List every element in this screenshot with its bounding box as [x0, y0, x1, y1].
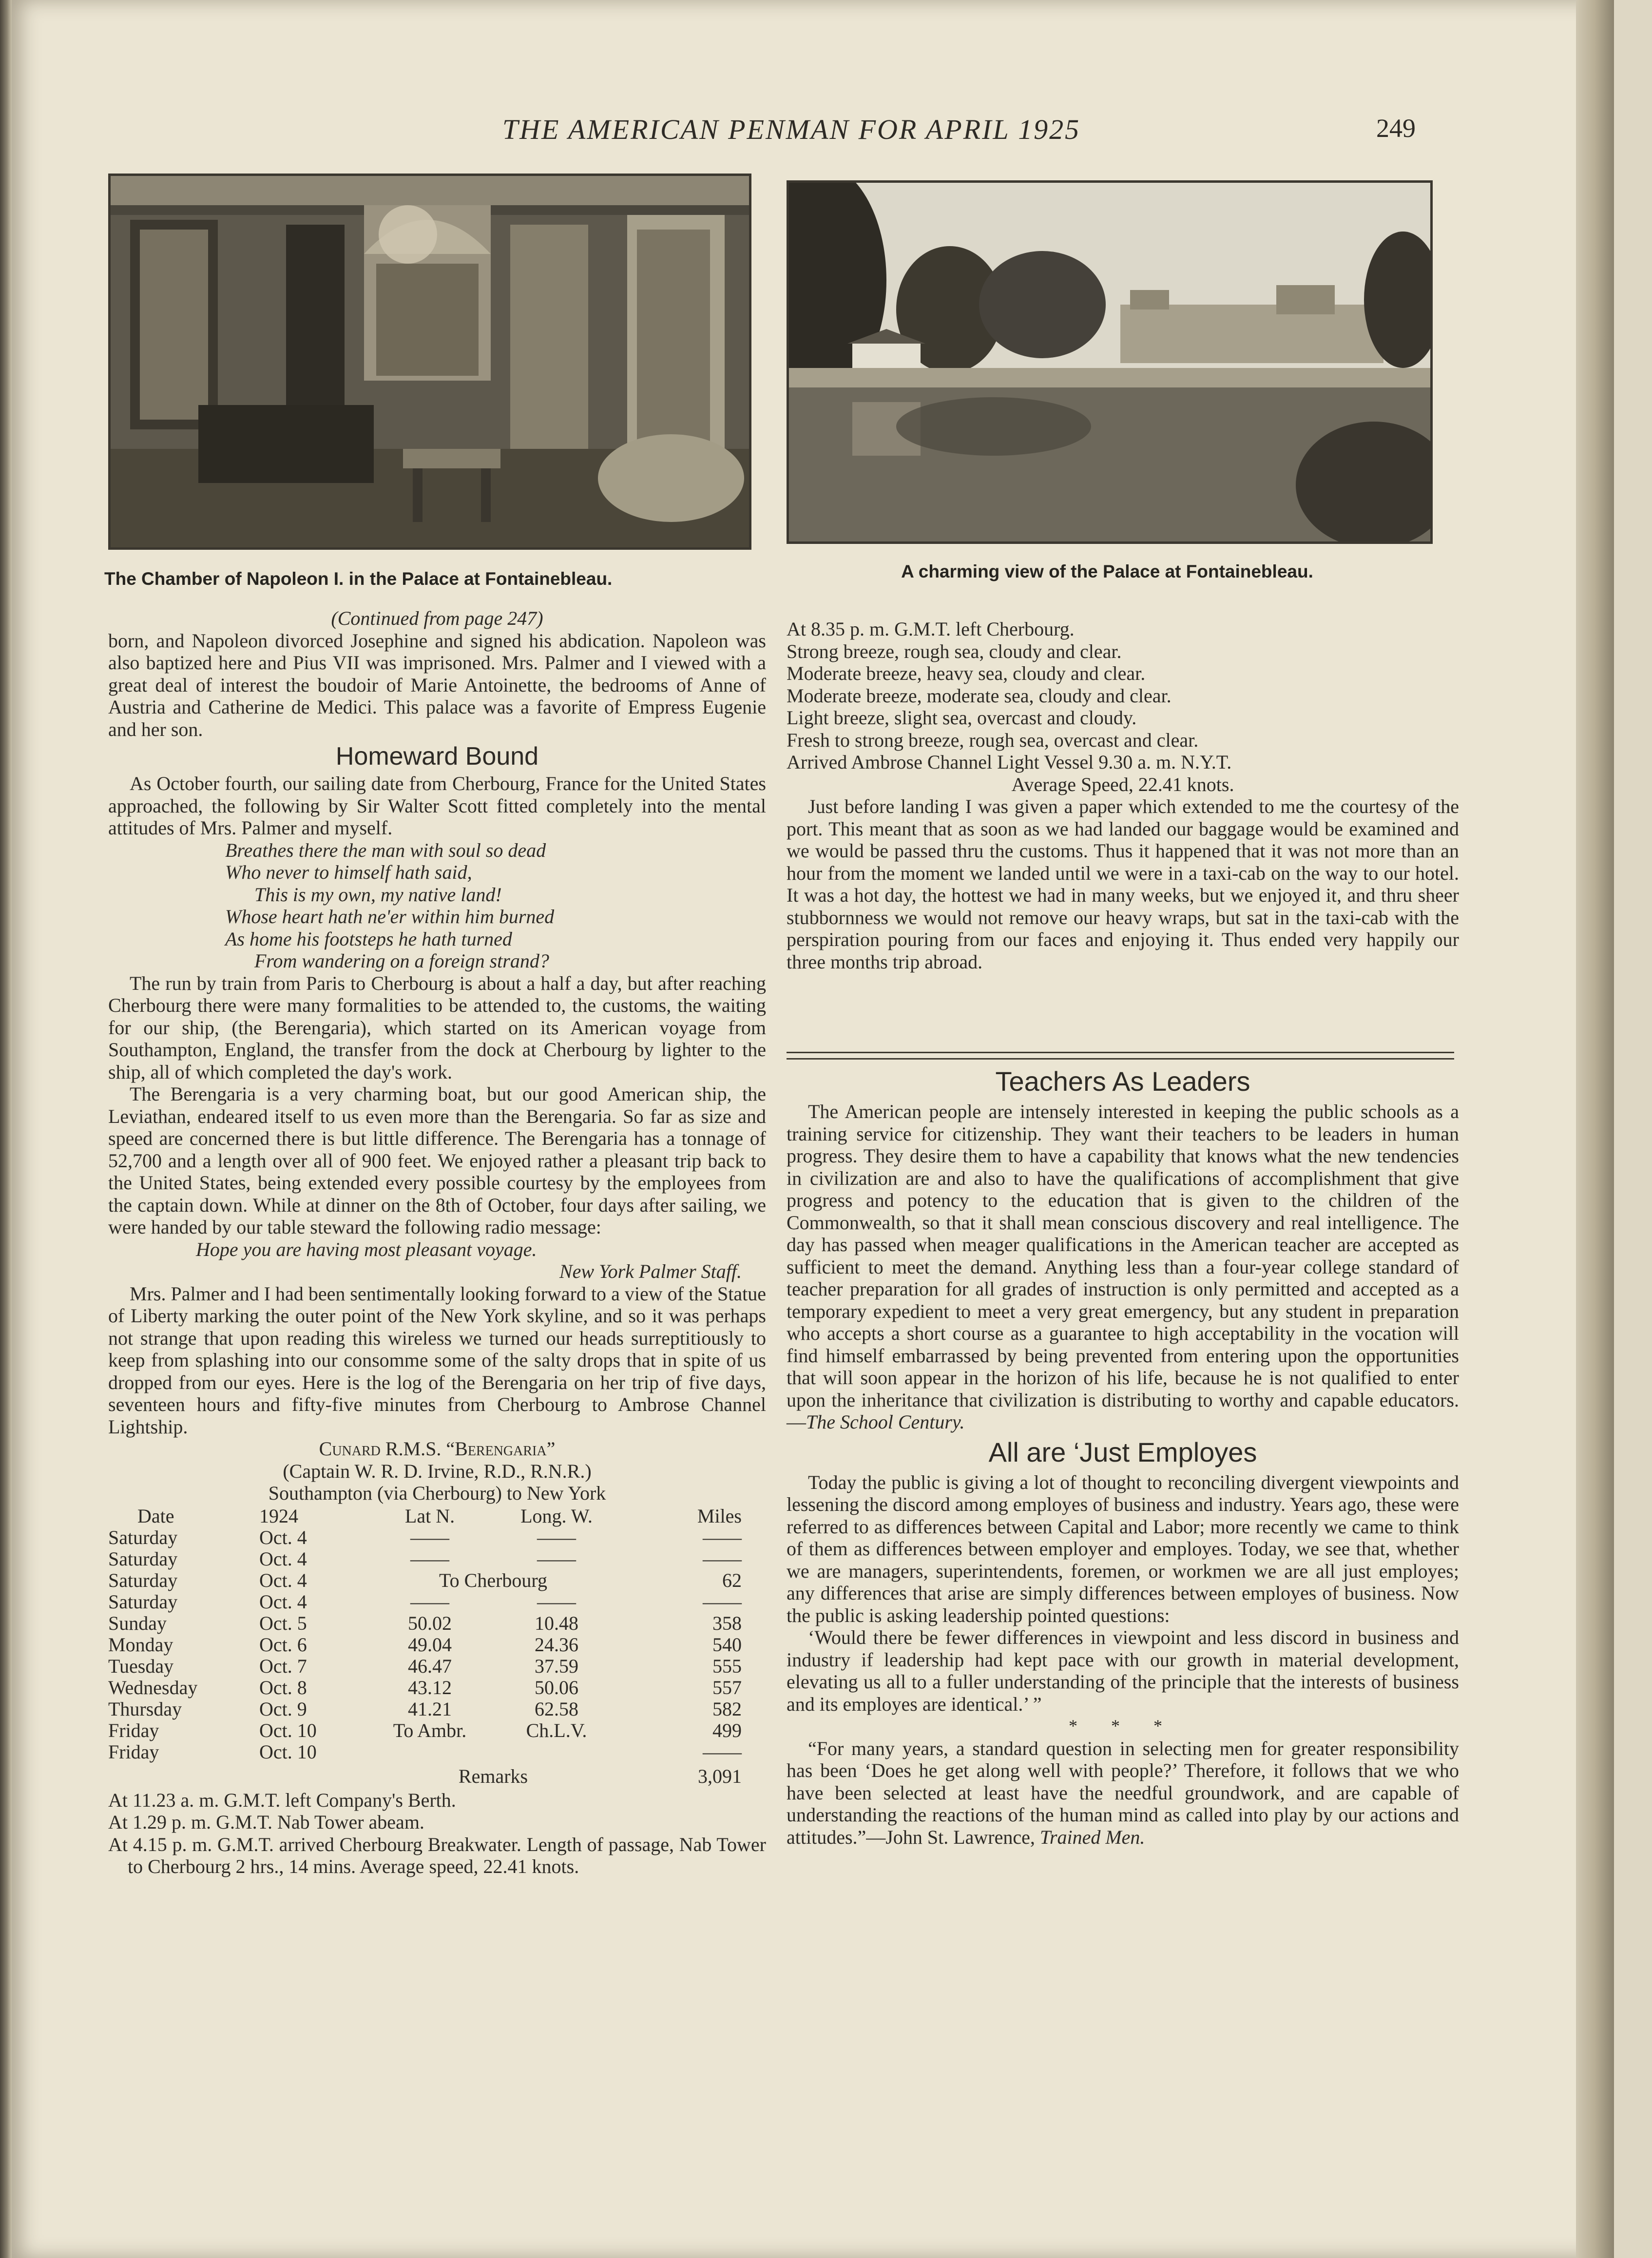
employes-source: Trained Men. — [1039, 1826, 1145, 1848]
section-stars: * * * — [1069, 1716, 1177, 1736]
log-route: Southampton (via Cherbourg) to New York — [268, 1482, 606, 1504]
log-cell: 10.48 — [535, 1612, 578, 1634]
log-row — [108, 1570, 756, 1591]
log-cell: Saturday — [108, 1526, 178, 1548]
poem-line: From wandering on a foreign strand? — [254, 950, 549, 972]
average-speed: Average Speed, 22.41 knots. — [1011, 773, 1234, 795]
log-cell: 499 — [712, 1719, 742, 1741]
log-cell: Oct. 4 — [259, 1526, 307, 1548]
chamber-photo — [108, 174, 751, 550]
log-cell: Saturday — [108, 1547, 178, 1570]
log-cell: Oct. 4 — [259, 1547, 307, 1570]
log-cell: 358 — [712, 1612, 742, 1634]
log-cell: 557 — [712, 1676, 742, 1698]
log-continued-line: Light breeze, slight sea, overcast and cloudy. — [787, 707, 1137, 729]
employes-para-3-text: “For many years, a standard question in selecting men for greater responsibility has been ‘Does he get along well with people?’ Therefore, it follows that we who have been selected at least have the needful groundwork, and are capable of understanding the reactions of the human mind as called into play by our actions and attitudes.”—John St. Lawrence, — [787, 1737, 1459, 1848]
log-body — [108, 1527, 756, 1763]
log-continued-line: Moderate breeze, moderate sea, cloudy and clear. — [787, 684, 1172, 707]
log-row — [108, 1527, 756, 1548]
log-cell: Oct. 10 — [259, 1740, 317, 1763]
teachers-heading: Teachers As Leaders — [995, 1066, 1250, 1097]
teachers-source: The School Century. — [806, 1411, 965, 1433]
log-header-row — [108, 1505, 756, 1527]
log-cell: Friday — [108, 1740, 159, 1763]
page-header — [12, 113, 1614, 152]
employes-para-1: Today the public is giving a lot of thought to reconciling divergent viewpoints and lessening the discord among employes of business and industry. Years ago, these were referred to as differences between Capital and Labor; more recently we came to think of them as differences between employer and employes. Today, we see that, whether we are managers, superintendents, foremen, or workmen we are all just employes; any differences that arise are simply differences between employes of business. Now the public is asking leadership pointed questions: — [787, 1471, 1459, 1626]
homeward-bound-heading: Homeward Bound — [335, 742, 539, 771]
log-row — [108, 1548, 756, 1570]
poem-line: Breathes there the man with soul so dead — [225, 839, 546, 861]
log-header-cell: Lat N. — [404, 1505, 455, 1527]
log-cell: —— — [410, 1590, 449, 1613]
log-header-cell: 1924 — [259, 1505, 298, 1527]
log-cell: —— — [703, 1590, 742, 1613]
remark-line: At 1.29 p. m. G.M.T. Nab Tower abeam. — [108, 1811, 424, 1833]
log-cell: Friday — [108, 1719, 159, 1741]
log-row — [108, 1656, 756, 1677]
log-cell: Oct. 7 — [259, 1655, 307, 1677]
log-cell: 50.02 — [408, 1612, 452, 1634]
remark-line: At 11.23 a. m. G.M.T. left Company's Berth. — [108, 1789, 456, 1811]
log-continued-line: Fresh to strong breeze, rough sea, overcast and clear. — [787, 729, 1199, 751]
log-cell: Saturday — [108, 1569, 178, 1591]
log-captain: (Captain W. R. D. Irvine, R.D., R.N.R.) — [283, 1460, 592, 1482]
chamber-caption: The Chamber of Napoleon I. in the Palace at Fontainebleau. — [104, 569, 613, 589]
log-cell: Tuesday — [108, 1655, 174, 1677]
log-row — [108, 1591, 756, 1613]
log-cell: To Ambr. — [393, 1719, 467, 1741]
poem-line: This is my own, my native land! — [254, 883, 502, 906]
log-cell: 62.58 — [535, 1698, 578, 1720]
continued-note: (Continued from page 247) — [331, 607, 543, 629]
log-cell: Oct. 9 — [259, 1698, 307, 1720]
log-remarks-row — [108, 1763, 756, 1787]
log-cell: 540 — [712, 1633, 742, 1656]
log-continued-line: At 8.35 p. m. G.M.T. left Cherbourg. — [787, 618, 1075, 640]
log-cell: 50.06 — [535, 1676, 578, 1698]
teachers-text: The American people are intensely interested in keeping the public schools as a training service for citizenship. They want their teachers to be leaders in human progress. They desire them to have a capability that knows what the new tendencies in civilization are and also to have the qualifications of accomplishment that give progress and potency to the education that is given to the children of the Commonwealth, so that it shall mean conscious discovery and real intelligence. The day has passed when meager qualifications in the American teacher are accepted as sufficient to meet the demand. Anything less than a four-year college standard of teacher preparation for all grades of instruction is only permitted and accepted as a temporary expedient to meet a very great emergency, but any student in preparation who accepts a short course as a guarantee to high acceptability in the vocation will find himself embarrassed by being prevented from entering upon the opportunities that will soon appear in the horizon of his life, because he is not qualified to enter upon the inheritance that civilization is distributing to worthy and capable educators.— — [787, 1100, 1459, 1433]
log-cell: —— — [537, 1590, 576, 1613]
log-cell: Oct. 4 — [259, 1590, 307, 1613]
homeward-para-4: Mrs. Palmer and I had been sentimentally looking forward to a view of the Statue of Liberty marking the outer point of the New York skyline, and so it was perhaps not strange that upon reading this wireless we turned our heads surreptitiously to keep from splashing into our consomme some of the salty drops that in spite of us dropped from our eyes. Here is the log of the Berengaria on her trip of five days, seventeen hours and fifty-five minutes from Cherbourg to Ambrose Channel Lightship. — [108, 1282, 766, 1438]
section-divider — [787, 1052, 1454, 1060]
homeward-para-2: The run by train from Paris to Cherbourg is about a half a day, but after reaching Cherbourg there were many formalities to be attended to, the customs, the waiting for our ship, (the Berengaria), which started on its American voyage from Southampton, England, the transfer from the dock at Cherbourg by lighter to the ship, all of which completed the day's work. — [108, 972, 766, 1083]
log-cell: —— — [410, 1526, 449, 1548]
landing-paragraph: Just before landing I was given a paper which extended to me the courtesy of the port. This meant that as soon as we had landed our baggage would be examined and we would be passed thru the customs. Thus it happened that it was not more than an hour from the moment we landed until we were in a taxi-cab on the way to our hotel. It was a hot day, the hottest we had in many weeks, but we enjoyed it, and thru sheer stubbornness we would not remove our heavy wraps, but sat in the taxi-cab with the perspiration pouring from our faces and enjoying it. Thus ended very happily our three months trip abroad. — [787, 795, 1459, 973]
scott-poem — [108, 839, 766, 972]
intro-paragraph: born, and Napoleon divorced Josephine and signed his abdication. Napoleon was also baptized here and Pius VII was imprisoned. Mrs. Palmer and I viewed with a great deal of interest the boudoir of Marie Antoinette, the bedrooms of Anne of Austria and Catherine de Medici. This palace was a favorite of Empress Eugenie and her son. — [108, 629, 766, 740]
log-row — [108, 1634, 756, 1656]
log-continued-line: Strong breeze, rough sea, cloudy and clear. — [787, 640, 1122, 662]
log-cell: 46.47 — [408, 1655, 452, 1677]
log-cell: —— — [703, 1547, 742, 1570]
log-cell: Saturday — [108, 1590, 178, 1613]
log-cell: —— — [410, 1547, 449, 1570]
poem-line: Whose heart hath ne'er within him burned — [225, 906, 555, 927]
log-cell: To Cherbourg — [439, 1569, 547, 1591]
log-cell: 41.21 — [408, 1698, 452, 1720]
homeward-para-3: The Berengaria is a very charming boat, but our good American ship, the Leviathan, endeared itself to us even more than the Berengaria. So far as size and speed are concerned there is but little difference. The Berengaria has a tonnage of 52,700 and a length over all of 900 feet. We enjoyed rather a pleasant trip back to the United States, being extended every possible courtesy by the employees from the captain down. While at dinner on the 8th of October, four days after sailing, we were handed by our table steward the following radio message: — [108, 1083, 766, 1238]
running-title: THE AMERICAN PENMAN FOR APRIL 1925 — [502, 114, 1081, 145]
employes-para-3 — [787, 1737, 1459, 1849]
log-cell: Oct. 4 — [259, 1569, 307, 1591]
log-row — [108, 1698, 756, 1720]
log-cell: Thursday — [108, 1698, 182, 1720]
log-cell — [493, 1741, 620, 1763]
log-cell: Monday — [108, 1633, 173, 1656]
log-cell: 582 — [712, 1698, 742, 1720]
palace-caption: A charming view of the Palace at Fontainebleau. — [901, 561, 1313, 581]
employes-para-2: ‘Would there be fewer differences in viewpoint and less discord in business and industry if leadership had kept pace with our growth in material development, elevating us all to a fuller understanding of the principle that the interests of business and its employes are identical.’ ” — [787, 1626, 1459, 1715]
log-cell: Oct. 8 — [259, 1676, 307, 1698]
palace-photo — [787, 180, 1433, 544]
log-header-cell: Miles — [697, 1505, 742, 1527]
voyage-log-table — [108, 1505, 756, 1787]
remarks-label: Remarks — [458, 1765, 528, 1787]
teachers-body — [787, 1100, 1459, 1433]
radio-message: Hope you are having most pleasant voyage. — [196, 1238, 537, 1260]
right-column — [787, 618, 1459, 973]
log-header-cell: Long. W. — [520, 1505, 593, 1527]
log-title: Cunard R.M.S. “Berengaria” — [319, 1438, 556, 1460]
log-row — [108, 1720, 756, 1741]
log-continued-line: Arrived Ambrose Channel Light Vessel 9.30 a. m. N.Y.T. — [787, 751, 1232, 773]
log-cell: 24.36 — [535, 1633, 578, 1656]
log-cell: —— — [537, 1526, 576, 1548]
homeward-para-1: As October fourth, our sailing date from Cherbourg, France for the United States approached, the following by Sir Walter Scott fitted completely into the mental attitudes of Mrs. Palmer and myself. — [108, 772, 766, 839]
log-row — [108, 1741, 756, 1763]
log-cell: —— — [703, 1740, 742, 1763]
left-column — [108, 607, 766, 1878]
log-cell: Oct. 10 — [259, 1719, 317, 1741]
log-cell: 62 — [722, 1569, 742, 1591]
log-cell: Oct. 6 — [259, 1633, 307, 1656]
log-cell: Oct. 5 — [259, 1612, 307, 1634]
log-cell — [366, 1741, 493, 1763]
log-cell: Wednesday — [108, 1676, 198, 1698]
log-cell: —— — [703, 1526, 742, 1548]
log-row — [108, 1613, 756, 1634]
log-cell: 37.59 — [535, 1655, 578, 1677]
log-cell: Sunday — [108, 1612, 167, 1634]
log-cell: Ch.L.V. — [526, 1719, 587, 1741]
page-number: 249 — [1376, 114, 1416, 143]
radio-signature: New York Palmer Staff. — [559, 1260, 742, 1282]
log-row — [108, 1677, 756, 1698]
log-total-miles: 3,091 — [698, 1765, 742, 1787]
poem-line: As home his footsteps he hath turned — [225, 927, 512, 950]
log-cell: 49.04 — [408, 1633, 452, 1656]
log-cell: 43.12 — [408, 1676, 452, 1698]
log-continued-line: Moderate breeze, heavy sea, cloudy and clear. — [787, 662, 1146, 684]
log-cell: —— — [537, 1547, 576, 1570]
remark-line: At 4.15 p. m. G.M.T. arrived Cherbourg Breakwater. Length of passage, Nab Tower to Cherbourg 2 hrs., 14 mins. Average speed, 22.41 knots. — [108, 1833, 766, 1877]
poem-line: Who never to himself hath said, — [225, 861, 472, 883]
magazine-page — [12, 0, 1614, 2258]
employes-heading: All are ‘Just Employes — [988, 1436, 1257, 1467]
page-edge — [1576, 0, 1614, 2258]
right-column-lower — [787, 1062, 1459, 1848]
log-header-cell: Date — [137, 1505, 174, 1527]
log-cell: 555 — [712, 1655, 742, 1677]
book-binding-shadow — [0, 0, 12, 2258]
